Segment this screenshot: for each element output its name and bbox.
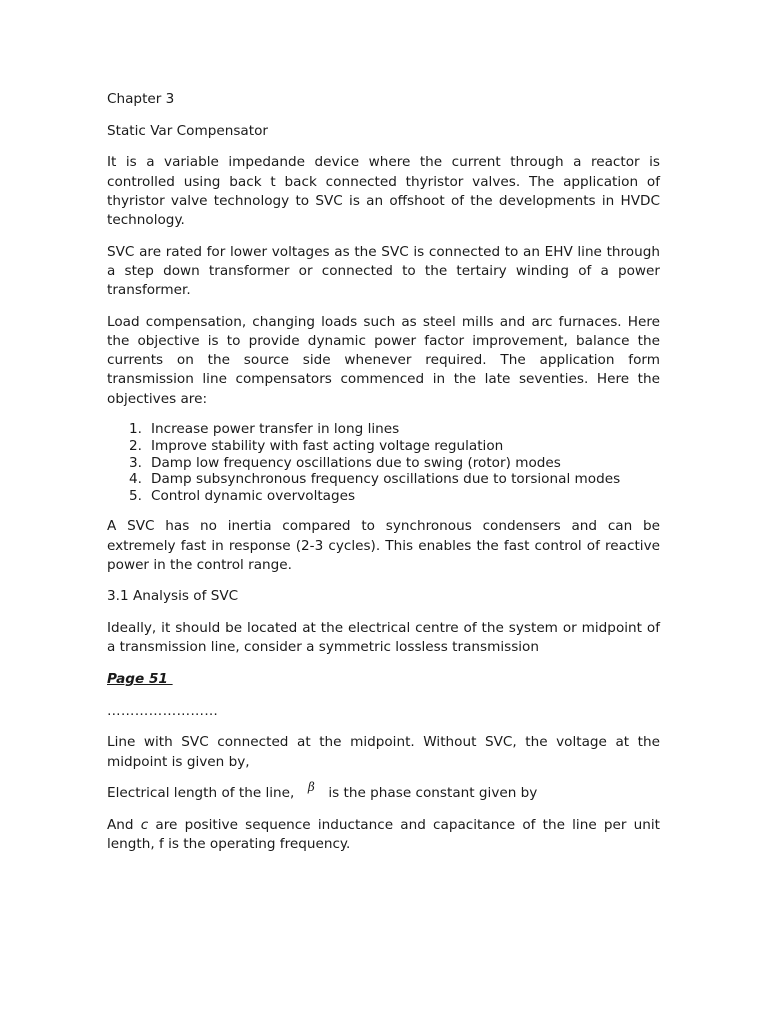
list-item: 1. Increase power transfer in long lines xyxy=(129,421,400,438)
phase-constant-text: is the phase constant given by xyxy=(328,785,538,802)
paragraph-location: Ideally, it should be located at the electrical centre of the system or midpoint of a transmission line, consider a symmetric lossless transmission xyxy=(107,620,660,656)
paragraph-load-compensation: Load compensation, changing loads such as steel mills and arc furnaces. Here the objective is to provide dynamic power factor improvement, balance the currents on the source side whenever required. The application form transmission line compensators commenced in the late seventies. Here the objectives are: xyxy=(107,313,660,407)
list-item: 5. Control dynamic overvoltages xyxy=(129,488,356,505)
electrical-length-text: Electrical length of the line, xyxy=(107,785,295,802)
list-item: 3. Damp low frequency oscillations due to swing (rotor) modes xyxy=(129,454,561,471)
paragraph-inductance: And c are positive sequence inductance and capacitance of the line per unit length, f is the operating frequency. xyxy=(107,817,660,853)
paragraph-intro: It is a variable impedande device where the current through a reactor is controlled using back t back connected thyristor valves. The application of thyristor valve technology to SVC is an offshoot of the developments in HVDC technology. xyxy=(107,154,660,229)
paragraph-electrical-length xyxy=(107,780,660,803)
document-page xyxy=(107,90,660,867)
chapter-title: Static Var Compensator xyxy=(107,122,268,139)
capacitance-symbol: c xyxy=(140,817,149,834)
chapter-label: Chapter 3 xyxy=(107,91,175,107)
paragraph-midpoint: Line with SVC connected at the midpoint. Without SVC, the voltage at the midpoint is given by, xyxy=(107,734,660,770)
list-item: 2. Improve stability with fast acting voltage regulation xyxy=(129,438,504,455)
beta-symbol: β xyxy=(307,780,315,795)
page-number-label: Page 51 xyxy=(107,671,173,688)
objectives-list xyxy=(107,421,660,505)
paragraph-ratings: SVC are rated for lower voltages as the SVC is connected to an EHV line through a step down transformer or connected to the tertairy winding of a power transformer. xyxy=(107,243,660,299)
paragraph-inertia: A SVC has no inertia compared to synchronous condensers and can be extremely fast in response (2-3 cycles). This enables the fast control of reactive power in the control range. xyxy=(107,518,660,573)
section-heading: 3.1 Analysis of SVC xyxy=(107,588,239,605)
list-item: 4. Damp subsynchronous frequency oscillations due to torsional modes xyxy=(129,471,621,488)
ellipsis-dots: …………………… xyxy=(107,702,219,719)
